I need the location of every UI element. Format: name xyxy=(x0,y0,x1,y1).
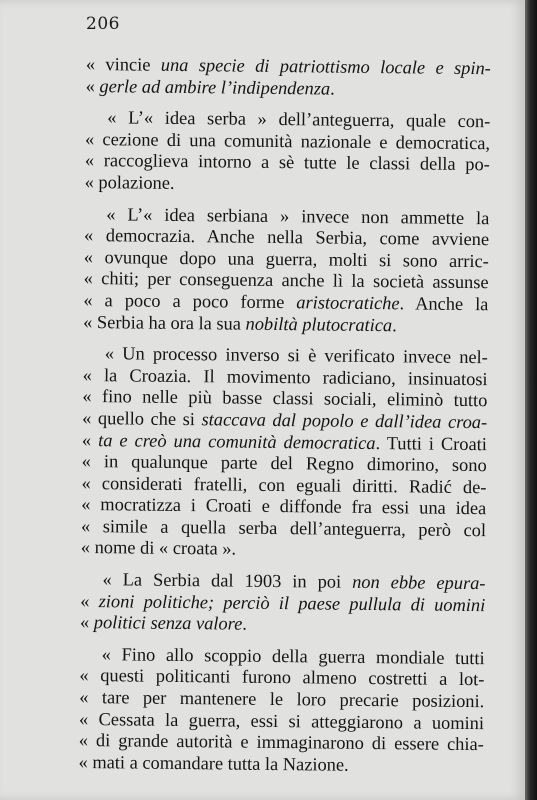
text-run: « in qualunque parte del Regno dimorino, sono xyxy=(81,451,487,476)
italic-text: staccava dal popolo e dall’idea croa- xyxy=(201,409,488,433)
text-run: « polazione. xyxy=(84,171,175,193)
text-run: « quello che si xyxy=(82,407,202,430)
page-number: 206 xyxy=(86,14,120,34)
text-run: « Cessata la guerra, essi si atteggiarono a uomini xyxy=(78,708,485,733)
text-run: « xyxy=(85,75,100,96)
text-run: « mati a comandare tutta la Nazione. xyxy=(78,751,349,775)
italic-text: gerle ad ambire l’indipendenza xyxy=(99,75,331,99)
text-run: « ovunque dopo una guerra, molti si sono arric- xyxy=(83,246,489,271)
text-run: . xyxy=(392,314,397,335)
text-run: « a poco a poco forme xyxy=(83,289,297,313)
text-run: « nome di « croata ». xyxy=(80,537,237,560)
body-text xyxy=(78,54,491,788)
text-run: « considerati fratelli, con eguali diritti. Radić de- xyxy=(81,472,487,497)
text-run: « tare per mantenere le loro precarie posizioni. xyxy=(79,686,485,712)
text-run: . Tutti i Croati xyxy=(375,432,488,454)
text-run: « raccoglieva intorno a sè tutte le classi della po- xyxy=(84,150,490,175)
text-run: « Serbia ha ora la sua xyxy=(83,311,246,334)
italic-text: zioni politiche; perciò il paese pullula di uomini xyxy=(98,590,486,615)
page-edge-shadow xyxy=(525,0,537,800)
text-run: « La Serbia dal 1903 in poi xyxy=(102,569,353,592)
italic-text: non ebbe epura- xyxy=(352,571,486,594)
text-line xyxy=(85,172,490,198)
text-line xyxy=(80,612,485,638)
text-line xyxy=(78,752,483,778)
text-run: « xyxy=(80,590,99,611)
paragraph xyxy=(83,204,489,338)
text-run: « la Croazia. Il movimento radiciano, insinuatosi xyxy=(82,364,488,389)
text-run: « L’« idea serbiana » invece non ammette la xyxy=(106,203,490,228)
italic-text: politici senza valore xyxy=(93,612,243,634)
text-run: « di grande autorità e immaginarono di essere chia- xyxy=(78,730,484,755)
paragraph xyxy=(78,644,484,778)
text-run: . xyxy=(242,613,248,634)
text-line xyxy=(86,76,491,102)
text-line xyxy=(81,537,486,563)
text-run: « xyxy=(79,612,94,633)
italic-text: aristocratiche xyxy=(296,292,400,314)
text-run: « simile a quella serba dell’anteguerra, però col xyxy=(80,515,487,541)
paragraph xyxy=(86,54,491,101)
paragraph xyxy=(85,107,491,198)
text-run: « mocratizza i Croati e diffonde fra essi una idea xyxy=(81,494,487,519)
paragraph xyxy=(81,343,488,563)
text-run: « chiti; per conseguenza anche lì la società assunse xyxy=(83,268,489,293)
text-run: « Fino allo scoppio della guerra mondiale tutti xyxy=(101,644,485,669)
italic-text: ta e creò una comunità democratica xyxy=(98,429,376,453)
text-run: « xyxy=(81,429,99,450)
text-run: « L’« idea serba » dell’anteguerra, quale con- xyxy=(107,107,491,132)
paragraph xyxy=(80,569,486,638)
text-run: « vincie xyxy=(85,54,161,75)
text-run: . Anche la xyxy=(399,293,489,315)
text-run: « questi politicanti furono almeno costretti a lot- xyxy=(79,665,485,690)
text-run: « Un processo inverso si è verificato invece nel- xyxy=(104,343,488,368)
text-run: « fino nelle più basse classi sociali, eliminò tutto xyxy=(82,386,488,411)
italic-text: nobiltà plutocratica xyxy=(245,313,393,335)
text-line xyxy=(83,312,488,338)
text-run: « democrazia. Anche nella Serbia, come avviene xyxy=(83,225,490,250)
text-run: « cezione di una comunità nazionale e democratica, xyxy=(85,128,491,154)
text-run: . xyxy=(330,78,335,99)
italic-text: una specie di patriottismo locale e spin- xyxy=(160,54,491,79)
